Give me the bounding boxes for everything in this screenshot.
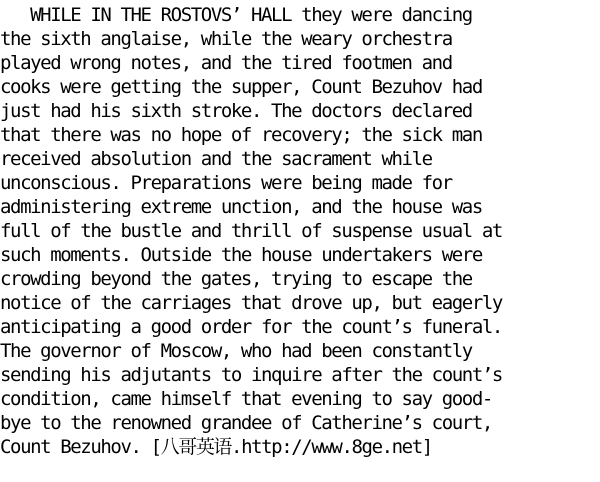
text-line: full of the bustle and thrill of suspense usual at <box>0 220 502 242</box>
text-line: anticipating a good order for the count’s funeral. <box>0 316 502 338</box>
text-line: Count Bezuhov. [八哥英语.http://www.8ge.net] <box>0 436 432 458</box>
text-line: played wrong notes, and the tired footmen and <box>0 52 452 74</box>
text-line: cooks were getting the supper, Count Bezuhov had <box>0 76 482 98</box>
text-line: the sixth anglaise, while the weary orchestra <box>0 28 452 50</box>
text-line: notice of the carriages that drove up, but eagerly <box>0 292 502 314</box>
text-line: condition, came himself that evening to say good- <box>0 388 492 410</box>
text-line: sending his adjutants to inquire after the count’s <box>0 364 502 386</box>
text-line: The governor of Moscow, who had been constantly <box>0 340 472 362</box>
text-line: such moments. Outside the house undertakers were <box>0 244 482 266</box>
text-line: crowding beyond the gates, trying to escape the <box>0 268 472 290</box>
text-line: administering extreme unction, and the house was <box>0 196 482 218</box>
text-line: that there was no hope of recovery; the sick man <box>0 124 482 146</box>
text-line: received absolution and the sacrament while <box>0 148 432 170</box>
text-line: bye to the renowned grandee of Catherine’s court, <box>0 412 492 434</box>
text-line: just had his sixth stroke. The doctors declared <box>0 100 472 122</box>
text-line: WHILE IN THE ROSTOVS’ HALL they were dancing <box>0 4 472 26</box>
document-body <box>0 3 600 459</box>
text-line: unconscious. Preparations were being made for <box>0 172 452 194</box>
